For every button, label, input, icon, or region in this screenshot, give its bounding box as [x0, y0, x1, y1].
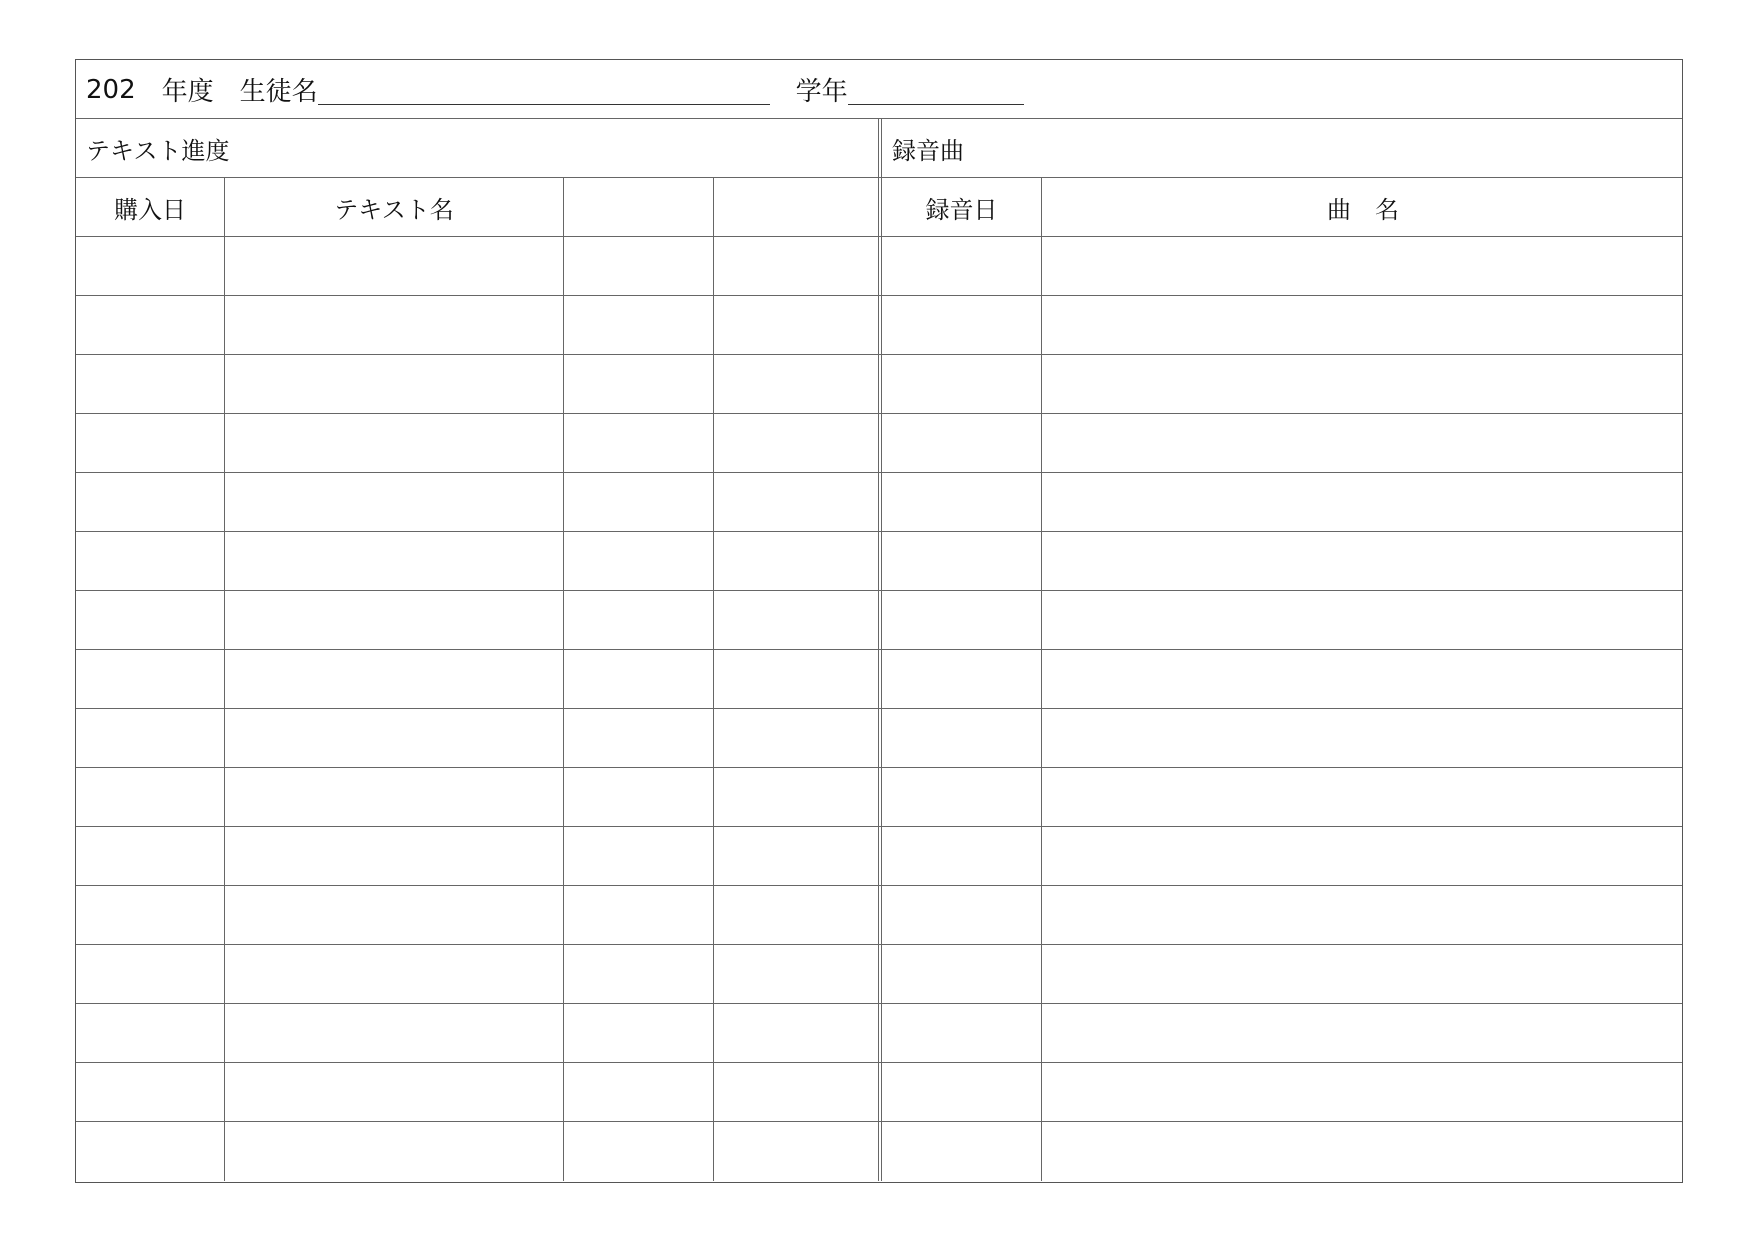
cell-purchase-date[interactable] — [76, 532, 225, 590]
cell-purchase-date[interactable] — [76, 1004, 225, 1062]
column-header-blank-1 — [564, 178, 714, 236]
table-row — [76, 709, 1682, 768]
cell-song-name[interactable] — [1042, 650, 1684, 708]
cell-text-name[interactable] — [225, 1122, 564, 1181]
table-row — [76, 768, 1682, 827]
cell-blank-1[interactable] — [564, 650, 714, 708]
table-row — [76, 237, 1682, 296]
cell-blank-1[interactable] — [564, 827, 714, 885]
cell-recording-date[interactable] — [882, 945, 1042, 1003]
cell-blank-2[interactable] — [714, 355, 882, 413]
song-name-label: 曲 名 — [1327, 195, 1399, 224]
cell-blank-2[interactable] — [714, 532, 882, 590]
cell-recording-date[interactable] — [882, 650, 1042, 708]
nendo-label: 年度 — [161, 77, 214, 107]
cell-purchase-date[interactable] — [76, 355, 225, 413]
cell-blank-2[interactable] — [714, 768, 882, 826]
cell-purchase-date[interactable] — [76, 1063, 225, 1121]
cell-text-name[interactable] — [225, 355, 564, 413]
title-row — [76, 60, 1682, 119]
cell-blank-1[interactable] — [564, 945, 714, 1003]
cell-recording-date[interactable] — [882, 768, 1042, 826]
table-row — [76, 827, 1682, 886]
cell-blank-2[interactable] — [714, 1004, 882, 1062]
table-row — [76, 886, 1682, 945]
student-name-label: 生徒名 — [239, 77, 318, 107]
cell-song-name[interactable] — [1042, 414, 1684, 472]
cell-song-name[interactable] — [1042, 945, 1684, 1003]
column-header-purchase-date — [76, 178, 225, 236]
student-name-field[interactable] — [318, 82, 770, 105]
cell-blank-1[interactable] — [564, 414, 714, 472]
text-progress-label: テキスト進度 — [86, 136, 230, 165]
cell-song-name[interactable] — [1042, 1122, 1684, 1181]
cell-blank-1[interactable] — [564, 1122, 714, 1181]
table-row — [76, 591, 1682, 650]
cell-blank-1[interactable] — [564, 1063, 714, 1121]
cell-purchase-date[interactable] — [76, 886, 225, 944]
cell-recording-date[interactable] — [882, 1004, 1042, 1062]
cell-text-name[interactable] — [225, 591, 564, 649]
cell-text-name[interactable] — [225, 945, 564, 1003]
table-row — [76, 355, 1682, 414]
cell-blank-2[interactable] — [714, 945, 882, 1003]
cell-blank-1[interactable] — [564, 237, 714, 295]
cell-recording-date[interactable] — [882, 296, 1042, 354]
cell-purchase-date[interactable] — [76, 237, 225, 295]
cell-purchase-date[interactable] — [76, 591, 225, 649]
cell-text-name[interactable] — [225, 532, 564, 590]
column-header-recording-date — [882, 178, 1042, 236]
cell-purchase-date[interactable] — [76, 296, 225, 354]
cell-blank-1[interactable] — [564, 296, 714, 354]
cell-blank-2[interactable] — [714, 709, 882, 767]
cell-purchase-date[interactable] — [76, 414, 225, 472]
cell-blank-1[interactable] — [564, 709, 714, 767]
table-row — [76, 473, 1682, 532]
column-header-song-name — [1042, 178, 1684, 236]
cell-song-name[interactable] — [1042, 768, 1684, 826]
cell-blank-2[interactable] — [714, 886, 882, 944]
table-row — [76, 414, 1682, 473]
cell-blank-1[interactable] — [564, 768, 714, 826]
cell-blank-2[interactable] — [714, 237, 882, 295]
cell-recording-date[interactable] — [882, 709, 1042, 767]
cell-purchase-date[interactable] — [76, 827, 225, 885]
cell-song-name[interactable] — [1042, 827, 1684, 885]
cell-recording-date[interactable] — [882, 886, 1042, 944]
cell-song-name[interactable] — [1042, 296, 1684, 354]
section-header-row — [76, 119, 1682, 178]
cell-song-name[interactable] — [1042, 1063, 1684, 1121]
cell-blank-1[interactable] — [564, 1004, 714, 1062]
cell-song-name[interactable] — [1042, 709, 1684, 767]
recorded-songs-label: 録音曲 — [892, 136, 964, 165]
cell-song-name[interactable] — [1042, 355, 1684, 413]
cell-recording-date[interactable] — [882, 827, 1042, 885]
cell-blank-2[interactable] — [714, 296, 882, 354]
recording-date-label: 録音日 — [925, 195, 998, 224]
cell-purchase-date[interactable] — [76, 473, 225, 531]
year-prefix: 202 — [86, 74, 136, 105]
purchase-date-label: 購入日 — [114, 195, 186, 224]
cell-text-name[interactable] — [225, 768, 564, 826]
recorded-songs-section-header — [882, 119, 1684, 177]
grade-field[interactable] — [848, 82, 1024, 105]
table-row — [76, 532, 1682, 591]
cell-blank-1[interactable] — [564, 355, 714, 413]
cell-recording-date[interactable] — [882, 355, 1042, 413]
cell-recording-date[interactable] — [882, 591, 1042, 649]
cell-blank-1[interactable] — [564, 591, 714, 649]
cell-recording-date[interactable] — [882, 237, 1042, 295]
table-row — [76, 650, 1682, 709]
grade-label: 学年 — [795, 77, 848, 107]
cell-recording-date[interactable] — [882, 473, 1042, 531]
text-name-label: テキスト名 — [334, 195, 454, 224]
cell-recording-date[interactable] — [882, 532, 1042, 590]
cell-song-name[interactable] — [1042, 886, 1684, 944]
cell-song-name[interactable] — [1042, 532, 1684, 590]
cell-blank-2[interactable] — [714, 473, 882, 531]
cell-blank-2[interactable] — [714, 650, 882, 708]
cell-purchase-date[interactable] — [76, 945, 225, 1003]
cell-blank-1[interactable] — [564, 473, 714, 531]
cell-song-name[interactable] — [1042, 591, 1684, 649]
cell-purchase-date[interactable] — [76, 768, 225, 826]
cell-text-name[interactable] — [225, 827, 564, 885]
text-progress-section-header — [76, 119, 882, 177]
cell-purchase-date[interactable] — [76, 650, 225, 708]
cell-blank-2[interactable] — [714, 1063, 882, 1121]
cell-text-name[interactable] — [225, 473, 564, 531]
cell-text-name[interactable] — [225, 1063, 564, 1121]
cell-song-name[interactable] — [1042, 1004, 1684, 1062]
table-row — [76, 1004, 1682, 1063]
table-row — [76, 1063, 1682, 1122]
cell-text-name[interactable] — [225, 296, 564, 354]
cell-blank-2[interactable] — [714, 827, 882, 885]
cell-recording-date[interactable] — [882, 1122, 1042, 1181]
cell-text-name[interactable] — [225, 709, 564, 767]
cell-blank-1[interactable] — [564, 886, 714, 944]
cell-recording-date[interactable] — [882, 414, 1042, 472]
title-line — [86, 60, 1024, 119]
cell-blank-2[interactable] — [714, 1122, 882, 1181]
column-header-row — [76, 178, 1682, 237]
cell-blank-1[interactable] — [564, 532, 714, 590]
cell-song-name[interactable] — [1042, 237, 1684, 295]
cell-purchase-date[interactable] — [76, 709, 225, 767]
cell-text-name[interactable] — [225, 414, 564, 472]
column-header-text-name — [225, 178, 564, 236]
cell-text-name[interactable] — [225, 237, 564, 295]
table-row — [76, 296, 1682, 355]
cell-recording-date[interactable] — [882, 1063, 1042, 1121]
cell-text-name[interactable] — [225, 650, 564, 708]
cell-purchase-date[interactable] — [76, 1122, 225, 1181]
lesson-record-sheet — [75, 59, 1683, 1183]
column-header-blank-2 — [714, 178, 882, 236]
table-row — [76, 945, 1682, 1004]
cell-text-name[interactable] — [225, 886, 564, 944]
cell-blank-2[interactable] — [714, 414, 882, 472]
cell-text-name[interactable] — [225, 1004, 564, 1062]
table-row — [76, 1122, 1682, 1181]
cell-blank-2[interactable] — [714, 591, 882, 649]
cell-song-name[interactable] — [1042, 473, 1684, 531]
